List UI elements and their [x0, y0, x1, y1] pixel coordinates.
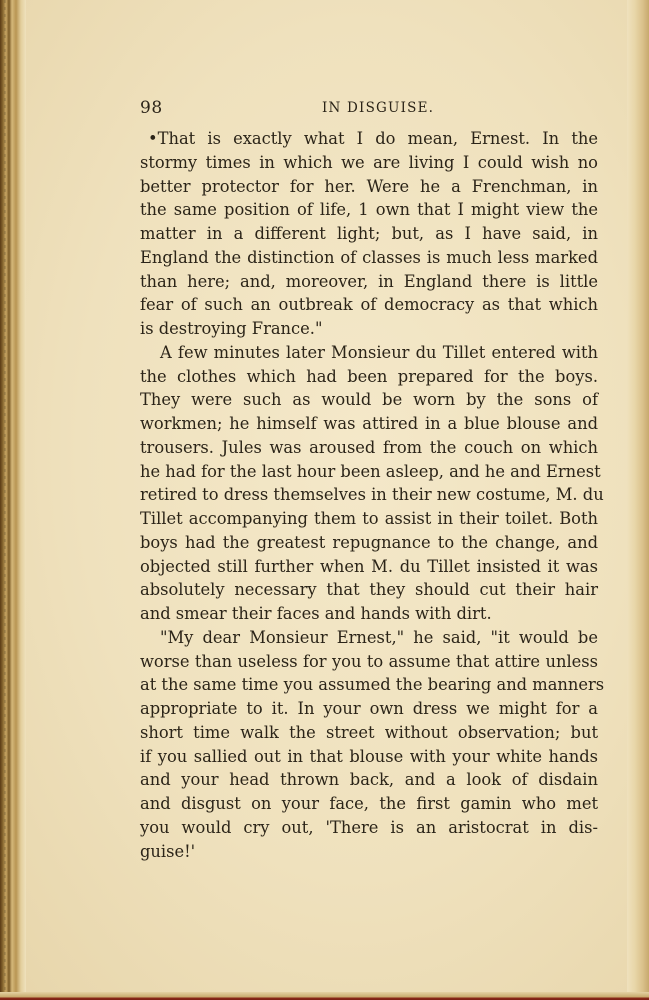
text-line: the same position of life, 1 own that I might view the: [140, 200, 598, 220]
text-line: workmen; he himself was attired in a blue blouse and: [140, 414, 598, 433]
text-line: better protector for her. Were he a Frenchman, in: [140, 176, 598, 196]
text-line: •That is exactly what I do mean, Ernest. In the: [148, 129, 598, 148]
text-line: matter in a different light; but, as I have said, in: [140, 224, 598, 243]
text-line: than here; and, moreover, in England there is little: [140, 271, 598, 291]
body-text: [140, 127, 605, 863]
book-binding-edge: [0, 0, 26, 1000]
page-right-edge: [627, 0, 649, 1000]
text-line: objected still further when M. du Tillet insisted it was: [140, 556, 598, 576]
text-line: They were such as would be worn by the sons of: [140, 390, 598, 410]
text-line: England the distinction of classes is much less marked: [140, 247, 598, 267]
text-line: is destroying France.": [140, 319, 323, 338]
text-line: trousers. Jules was aroused from the couch on which: [140, 437, 598, 457]
text-line: boys had the greatest repugnance to the change, and: [140, 532, 598, 552]
text-line: "My dear Monsieur Ernest," he said, "it would be: [160, 627, 598, 647]
text-line: you would cry out, 'There is an aristocrat in dis-: [140, 817, 598, 837]
text-line: if you sallied out in that blouse with your white hands: [140, 746, 598, 766]
text-line: worse than useless for you to assume that attire unless: [140, 651, 598, 671]
text-line: stormy times in which we are living I could wish no: [140, 152, 598, 172]
text-line: short time walk the street without observation; but: [140, 722, 598, 742]
text-line: appropriate to it. In your own dress we might for a: [140, 699, 598, 718]
text-line: and your head thrown back, and a look of disdain: [140, 770, 598, 790]
text-line: A few minutes later Monsieur du Tillet entered with: [160, 342, 598, 362]
page-number: 98: [140, 98, 163, 118]
page-header: [140, 98, 600, 124]
text-line: at the same time you assumed the bearing and manners: [140, 675, 605, 695]
text-line: Tillet accompanying them to assist in their toilet. Both: [140, 509, 598, 528]
text-line: and smear their faces and hands with dirt.: [140, 604, 492, 623]
text-line: he had for the last hour been asleep, and he and Ernest: [140, 461, 601, 481]
text-line: fear of such an outbreak of democracy as that which: [140, 295, 598, 315]
page-bottom-edge: [0, 992, 649, 1000]
text-line: absolutely necessary that they should cut their hair: [140, 580, 598, 600]
text-line: guise!': [140, 841, 196, 861]
text-line: the clothes which had been prepared for the boys.: [140, 366, 598, 386]
text-line: and disgust on your face, the first gamin who met: [140, 794, 598, 813]
text-line: retired to dress themselves in their new costume, M. du: [140, 485, 604, 505]
running-head: IN DISGUISE.: [322, 100, 435, 116]
